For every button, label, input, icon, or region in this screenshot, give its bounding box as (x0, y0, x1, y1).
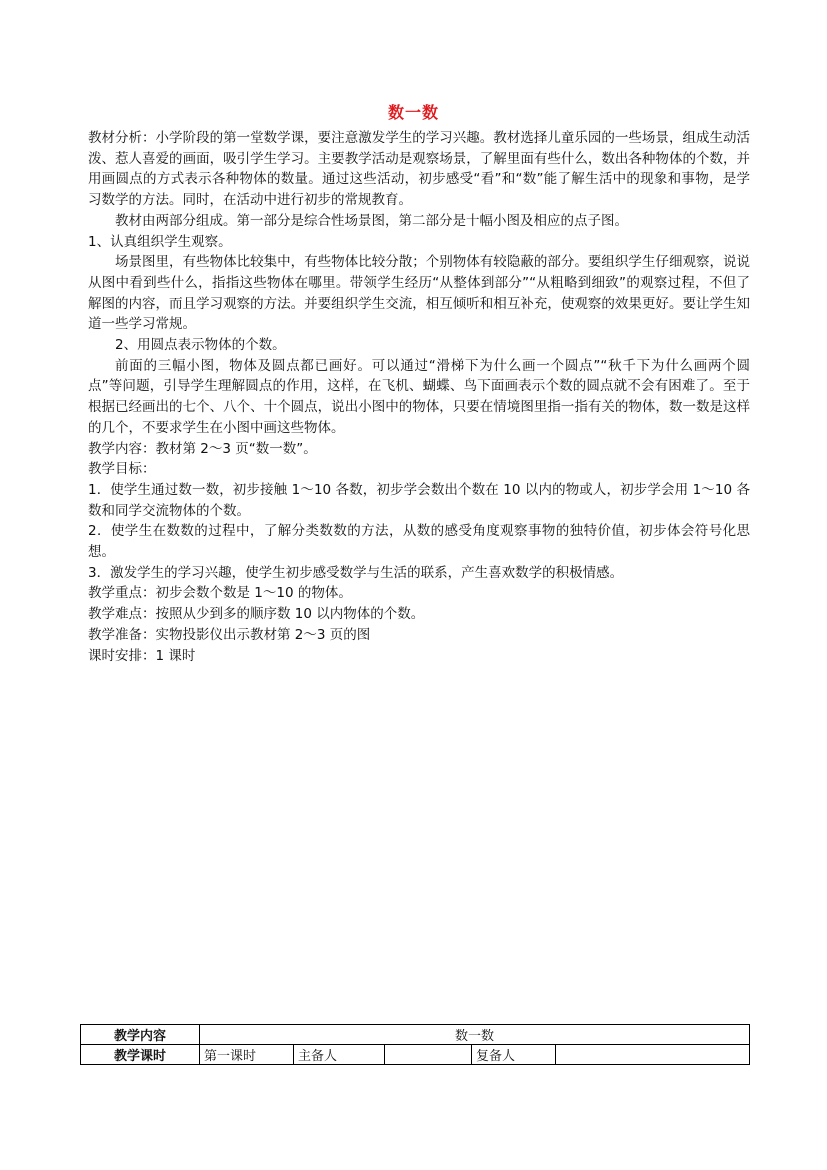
paragraph-textbook-structure: 教材由两部分组成。第一部分是综合性场景图，第二部分是十幅小图及相应的点子图。 (115, 212, 628, 229)
table-row (81, 1025, 750, 1045)
preparer-label: 主备人 (294, 1045, 385, 1065)
teaching-goals-heading: 教学目标： (88, 461, 156, 478)
document-body (88, 128, 750, 666)
reviewer-value (556, 1045, 750, 1065)
row1-value: 数一数 (200, 1025, 750, 1045)
paragraph-textbook-analysis: 教材分析：小学阶段的第一堂数学课，要注意激发学生的学习兴趣。教材选择儿童乐园的一些场景，组成生动活泼、惹人喜爱的画面，吸引学生学习。主要教学活动是观察场景，了解里面有些什么，数出各种物体的个数，并用画圆点的方式表示各种物体的数量。通过这些活动，初步感受“看”和“数”能了解生活中的现象和事物，是学习数学的方法。同时，在活动中进行初步的常规教育。 (88, 130, 750, 209)
teaching-content: 教学内容：教材第 2～3 页“数一数”。 (88, 440, 317, 457)
preparer-value (385, 1045, 472, 1065)
teaching-focus: 教学重点：初步会数个数是 1～10 的物体。 (88, 585, 352, 602)
paragraph-observe: 场景图里，有些物体比较集中，有些物体比较分散；个别物体有较隐蔽的部分。要组织学生仔细观察，说说从图中看到些什么，指指这些物体在哪里。带领学生经历“从整体到部分”“从粗略到细致”的观察过程，不但了解图的内容，而且学习观察的方法。并要组织学生交流，相互倾听和相互补充，使观察的效果更好。要让学生知道一些学习常规。 (88, 254, 750, 333)
heading-observe: 1、认真组织学生观察。 (88, 233, 232, 250)
row2-label: 教学课时 (81, 1045, 200, 1065)
row1-label: 教学内容 (81, 1025, 200, 1045)
lesson-info-table (80, 1024, 750, 1065)
paragraph-dots: 前面的三幅小图，物体及圆点都已画好。可以通过“滑梯下为什么画一个圆点”“秋千下为什么画两个圆点”等问题，引导学生理解圆点的作用，这样，在飞机、蝴蝶、鸟下面画表示个数的圆点就不会有困难了。至于根据已经画出的七个、八个、十个圆点，说出小图中的物体，只要在情境图里指一指有关的物体，数一数是这样的几个，不要求学生在小图中画这些物体。 (88, 357, 750, 436)
goal-2: 2．使学生在数数的过程中，了解分类数数的方法，从数的感受角度观察事物的独特价值，初步体会符号化思想。 (88, 523, 750, 561)
reviewer-label: 复备人 (472, 1045, 556, 1065)
goal-1: 1．使学生通过数一数，初步接触 1～10 各数，初步学会数出个数在 10 以内的物或人，初步学会用 1～10 各数和同学交流物体的个数。 (88, 481, 750, 519)
teaching-difficulty: 教学难点：按照从少到多的顺序数 10 以内物体的个数。 (88, 606, 425, 623)
row2-value: 第一课时 (200, 1045, 294, 1065)
teaching-preparation: 教学准备：实物投影仪出示教材第 2～3 页的图 (88, 626, 371, 643)
heading-dots: 2、用圆点表示物体的个数。 (115, 337, 286, 354)
class-arrangement: 课时安排：1 课时 (88, 647, 196, 664)
goal-3: 3．激发学生的学习兴趣，使学生初步感受数学与生活的联系，产生喜欢数学的积极情感。 (88, 564, 624, 581)
page-title: 数一数 (387, 103, 439, 122)
table-row (81, 1045, 750, 1065)
